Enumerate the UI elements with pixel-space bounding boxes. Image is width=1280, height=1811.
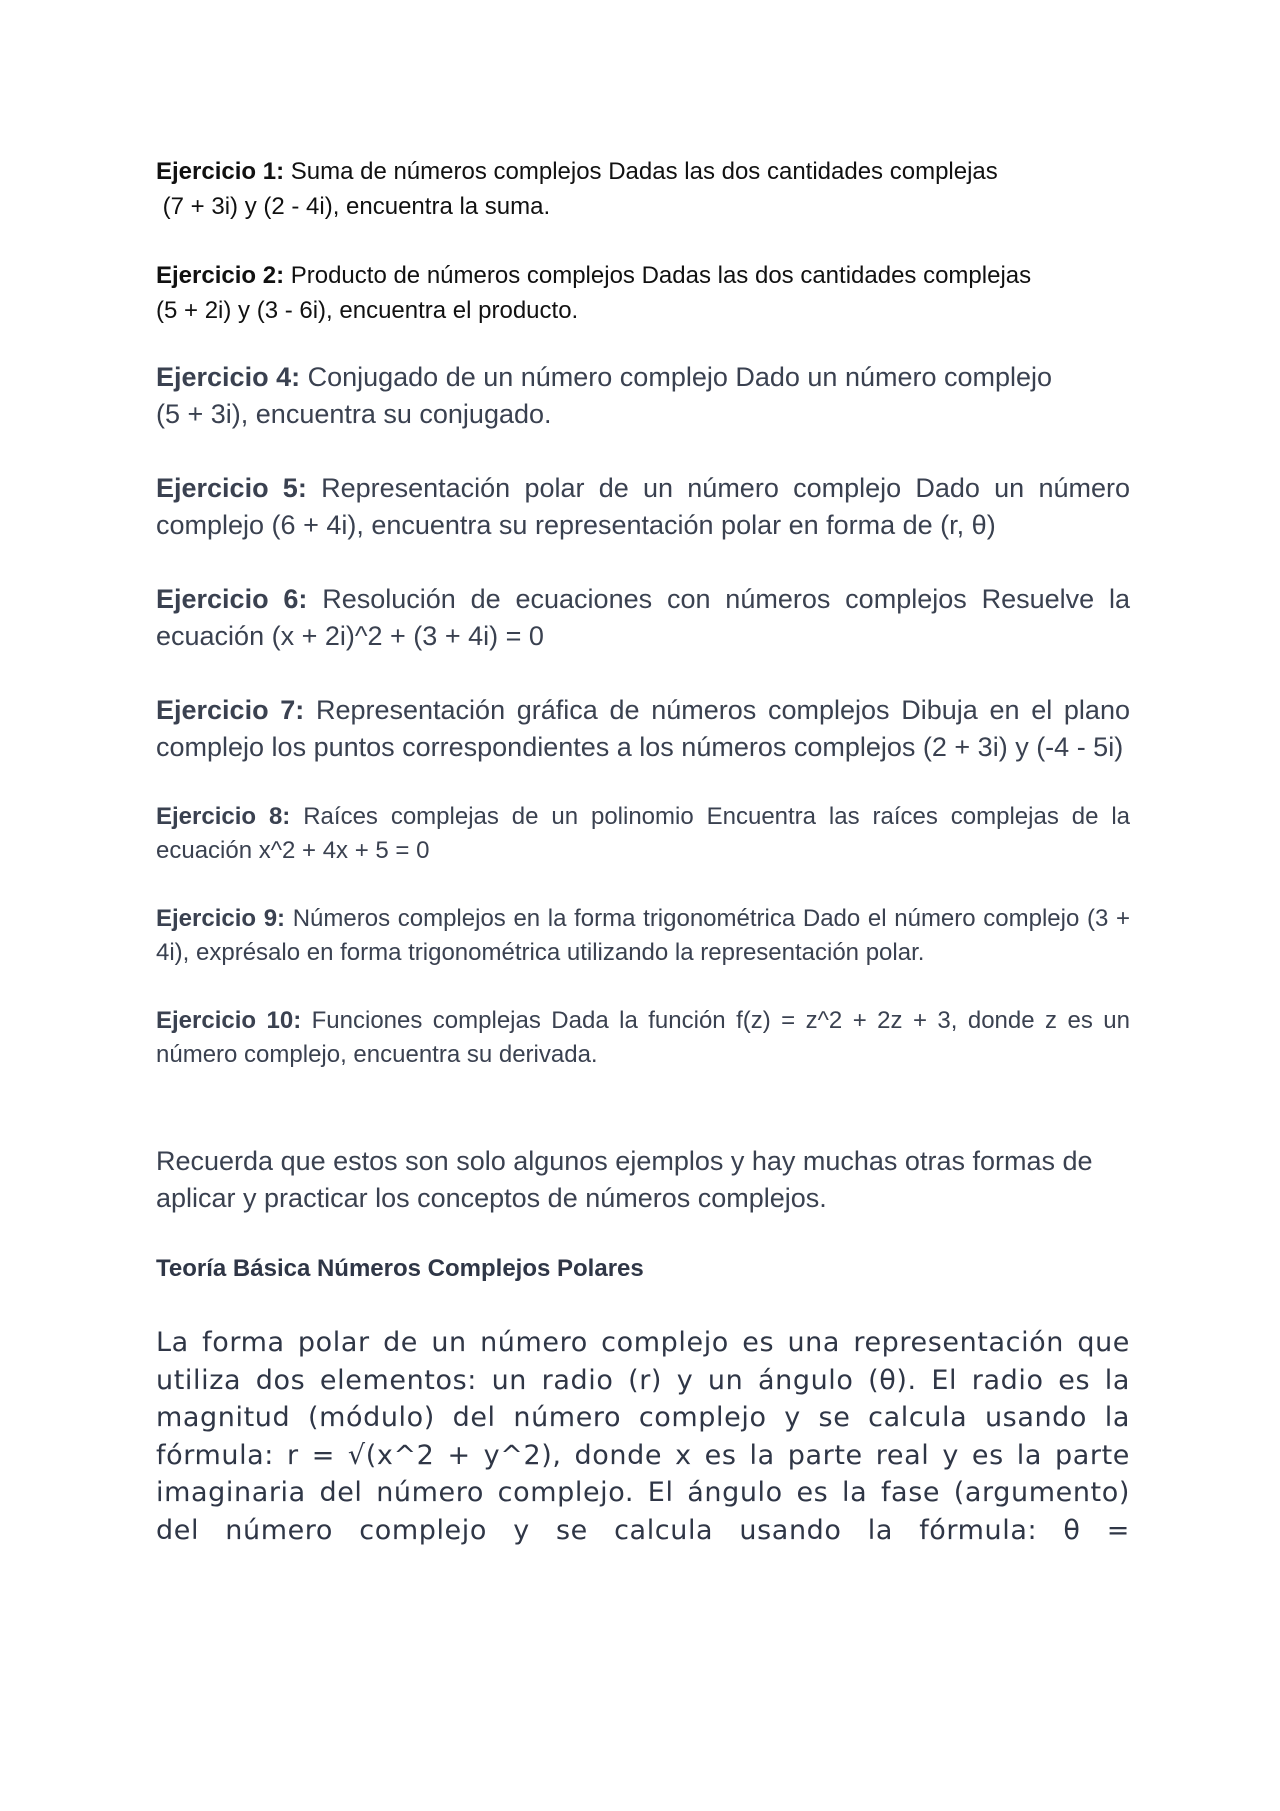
document-content (156, 154, 1130, 1549)
exercise-10 (156, 1004, 1130, 1072)
exercise-2-line2: (5 + 2i) y (3 - 6i), encuentra el producto. (156, 297, 579, 324)
exercise-6 (156, 581, 1130, 655)
exercise-1-label: Ejercicio 1: (156, 158, 285, 185)
exercise-8-text: Raíces complejas de un polinomio Encuentra las raíces complejas de la ecuación x^2 + 4x + 5 = 0 (156, 803, 1131, 864)
theory-heading: Teoría Básica Números Complejos Polares (156, 1255, 644, 1282)
exercise-5-label: Ejercicio 5: (156, 473, 307, 503)
exercise-4-line1: Conjugado de un número complejo Dado un número complejo (300, 362, 1053, 392)
theory-body: La forma polar de un número complejo es una representación que utiliza dos elementos: un radio (r) y un ángulo (θ). El radio es la magnitud (módulo) del número complejo y se calcula usando la fórmula: r = √(x^2 + y^2), donde x es la parte real y es la parte imaginaria del número complejo. El ángulo es la fase (argumento) del número complejo y se calcula usando la fórmula: θ = (156, 1327, 1130, 1546)
reminder-paragraph: Recuerda que estos son solo algunos ejemplos y hay muchas otras formas de aplicar y practicar los conceptos de números complejos. (156, 1146, 1093, 1213)
exercise-1-line2: (7 + 3i) y (2 - 4i), encuentra la suma. (156, 193, 551, 220)
exercise-7-label: Ejercicio 7: (156, 695, 305, 725)
exercise-9-text: Números complejos en la forma trigonométrica Dado el número complejo (3 + 4i), exprésalo en forma trigonométrica utilizando la representación polar. (156, 905, 1131, 966)
exercise-2-line1: Producto de números complejos Dadas las dos cantidades complejas (284, 262, 1032, 289)
exercise-4 (156, 359, 1130, 433)
exercise-2 (156, 258, 1130, 328)
exercise-10-label: Ejercicio 10: (156, 1007, 302, 1034)
exercise-1-line1: Suma de números complejos Dadas las dos cantidades complejas (284, 158, 998, 185)
exercise-5-text: Representación polar de un número complejo Dado un número complejo (6 + 4i), encuentra su representación polar en forma de (r, θ) (156, 473, 1130, 540)
exercise-8-label: Ejercicio 8: (156, 803, 291, 830)
exercise-2-label: Ejercicio 2: (156, 262, 285, 289)
exercise-9-label: Ejercicio 9: (156, 905, 286, 932)
exercise-7 (156, 692, 1130, 766)
exercise-4-line2: (5 + 3i), encuentra su conjugado. (156, 399, 552, 429)
exercise-1 (156, 154, 1130, 224)
exercise-7-text: Representación gráfica de números complejos Dibuja en el plano complejo los puntos correspondientes a los números complejos (2 + 3i) y (-4 - 5i) (156, 695, 1130, 762)
exercise-6-text: Resolución de ecuaciones con números complejos Resuelve la ecuación (x + 2i)^2 + (3 + 4i) = 0 (156, 584, 1130, 651)
exercise-6-label: Ejercicio 6: (156, 584, 308, 614)
exercise-5 (156, 470, 1130, 544)
exercise-9 (156, 902, 1130, 970)
exercise-4-label: Ejercicio 4: (156, 362, 301, 392)
exercise-10-text: Funciones complejas Dada la función f(z) = z^2 + 2z + 3, donde z es un número complejo, encuentra su derivada. (156, 1007, 1130, 1068)
exercise-8 (156, 800, 1130, 868)
